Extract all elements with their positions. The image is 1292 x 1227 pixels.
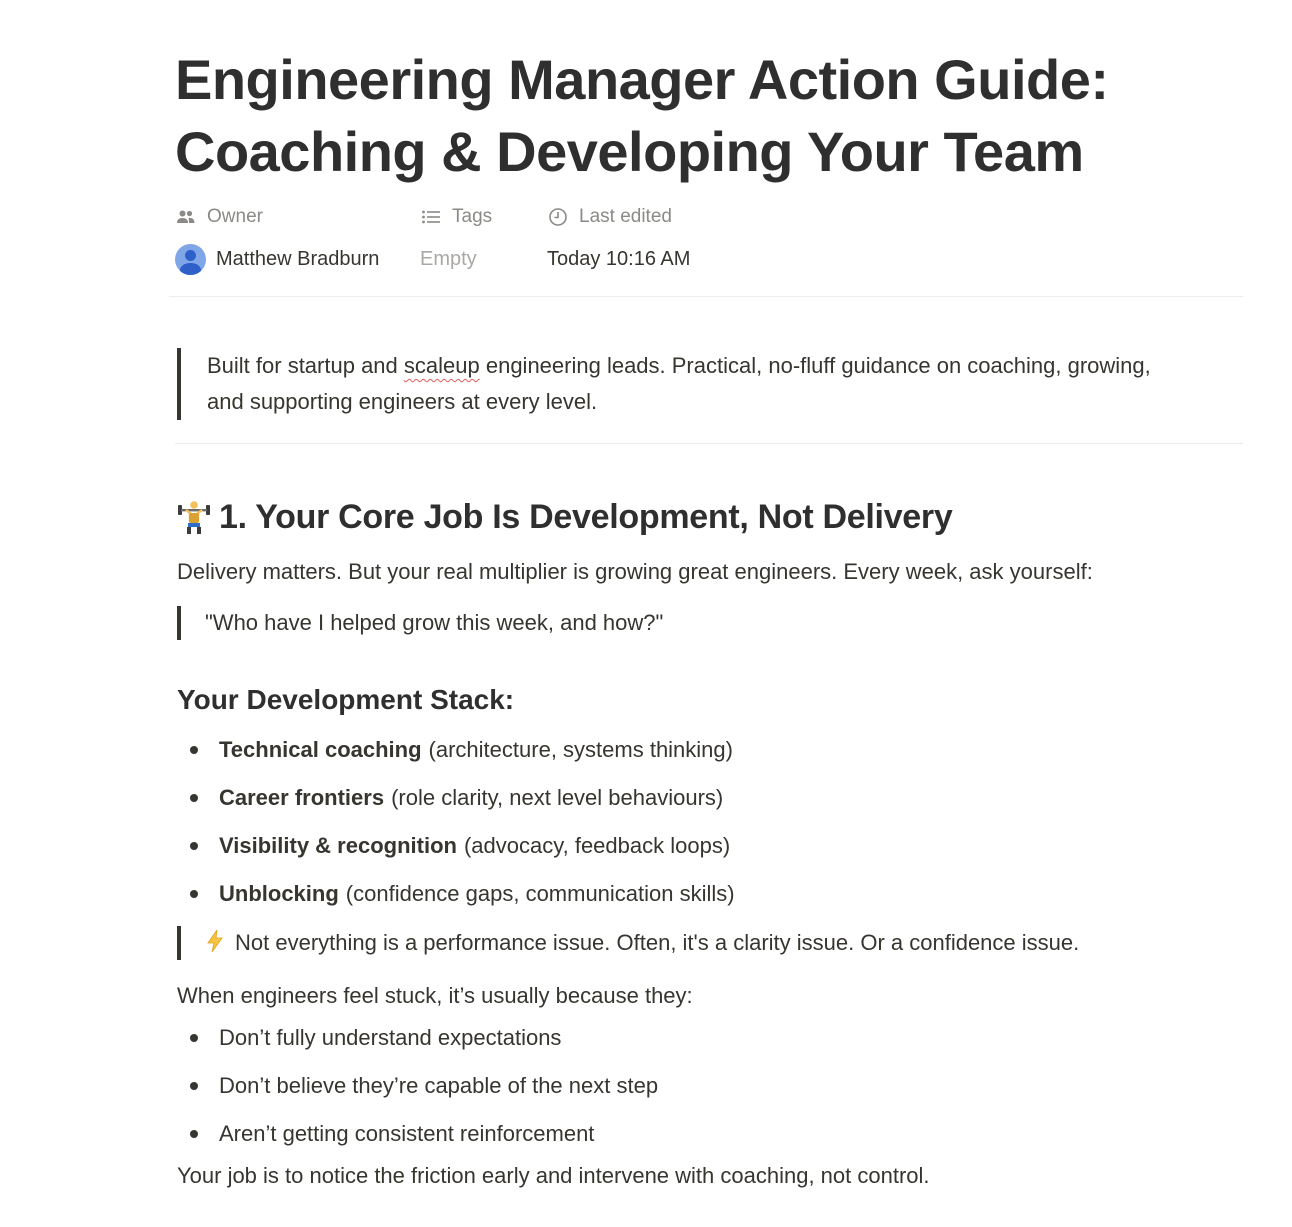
owner-name: Matthew Bradburn [216,247,380,270]
last-edited-value: Today 10:16 AM [547,247,691,270]
list-icon [420,206,442,228]
development-stack-list [177,726,1243,918]
intro-quote[interactable] [177,348,1187,420]
stuck-reasons-list [177,1014,1243,1158]
list-item[interactable]: Technical coaching (architecture, systems thinking) [177,726,1243,774]
owner-label: Owner [207,206,263,227]
avatar [175,244,206,275]
list-item[interactable]: Unblocking (confidence gaps, communication skills) [177,870,1243,918]
section-core-job [177,494,1243,1194]
list-item[interactable]: Career frontiers (role clarity, next level behaviours) [177,774,1243,822]
page-properties [175,202,1243,298]
owner-property-header[interactable] [175,202,379,232]
section-lead-text[interactable]: Delivery matters. But your real multiplier is growing great engineers. Every week, ask yourself: [177,559,1093,584]
document-page [175,0,1243,1188]
weightlifter-trophy-emoji-icon [177,499,211,535]
tags-property [420,202,492,274]
properties-divider [169,296,1243,297]
owner-property [175,202,379,274]
reflection-quote[interactable]: "Who have I helped grow this week, and how?" [177,606,1243,640]
list-item[interactable]: Don’t believe they’re capable of the next step [177,1062,1243,1110]
intro-divider [175,443,1243,444]
last-edited-property-header[interactable] [547,202,690,232]
list-item[interactable]: Don’t fully understand expectations [177,1014,1243,1062]
tags-value[interactable]: Empty [420,247,477,270]
section-heading-text: 1. Your Core Job Is Development, Not Delivery [219,498,953,536]
list-item[interactable]: Aren’t getting consistent reinforcement [177,1110,1243,1158]
owner-value[interactable] [175,244,379,274]
tags-property-header[interactable] [420,202,492,232]
lightning-icon [205,929,225,953]
closing-text[interactable]: Your job is to notice the friction early and intervene with coaching, not control. [177,1163,930,1188]
page-title[interactable]: Engineering Manager Action Guide: Coaching & Developing Your Team [175,48,1109,183]
last-edited-property [547,202,690,274]
development-stack-heading[interactable]: Your Development Stack: [177,684,515,715]
callout-text: Not everything is a performance issue. Often, it's a clarity issue. Or a confidence issue. [235,930,1080,955]
spellcheck-word[interactable]: scaleup [403,353,480,378]
intro-text-start: Built for startup and [207,353,404,378]
callout-quote[interactable] [177,926,1243,960]
last-edited-label: Last edited [579,206,672,227]
list-item[interactable]: Visibility & recognition (advocacy, feedback loops) [177,822,1243,870]
intro-text-end: engineering leads. Practical, no-fluff guidance on coaching, growing, and supporting engineers at every level. [207,353,1151,414]
section-heading[interactable] [177,494,1243,540]
people-icon [175,206,197,228]
stuck-lead-text[interactable]: When engineers feel stuck, it’s usually because they: [177,983,693,1008]
tags-label: Tags [452,206,493,227]
clock-icon [547,206,569,228]
